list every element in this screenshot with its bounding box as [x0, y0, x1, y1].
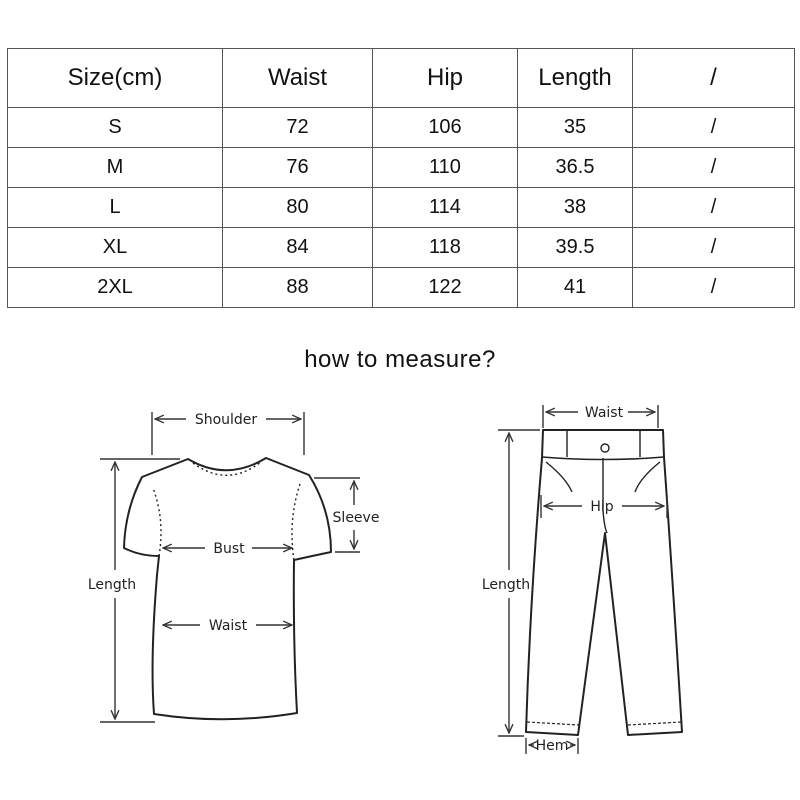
shoulder-label: Shoulder — [194, 412, 258, 428]
cell-extra: / — [633, 268, 795, 308]
cell-size: S — [8, 108, 223, 148]
cell-waist: 80 — [223, 188, 373, 228]
cell-hip: 110 — [373, 148, 518, 188]
pants-hem-label: Hem — [535, 738, 569, 754]
tshirt-outline — [124, 458, 331, 719]
pants-fly — [603, 458, 607, 533]
cell-extra: / — [633, 188, 795, 228]
shirt-length-label: Length — [87, 577, 137, 593]
pants-hem-right — [628, 722, 681, 725]
cell-length: 38 — [518, 188, 633, 228]
shirt-waist-label: Waist — [208, 618, 248, 634]
cell-size: M — [8, 148, 223, 188]
pants-length-label: Length — [481, 577, 531, 593]
tshirt-measure-lines — [100, 412, 360, 722]
cell-extra: / — [633, 148, 795, 188]
header-extra: / — [633, 49, 795, 108]
header-hip: Hip — [373, 49, 518, 108]
header-length: Length — [518, 49, 633, 108]
cell-length: 39.5 — [518, 228, 633, 268]
pants-outline — [526, 430, 682, 735]
pants-button — [601, 444, 609, 452]
cell-hip: 114 — [373, 188, 518, 228]
cell-extra: / — [633, 228, 795, 268]
cell-size: XL — [8, 228, 223, 268]
tshirt-armhole-left — [153, 488, 161, 556]
cell-length: 36.5 — [518, 148, 633, 188]
pants-waist-label: Waist — [584, 405, 624, 421]
cell-hip: 122 — [373, 268, 518, 308]
pants-pocket-right — [635, 462, 660, 492]
cell-length: 41 — [518, 268, 633, 308]
pants-hip-label: Hip — [590, 499, 614, 515]
header-size: Size(cm) — [8, 49, 223, 108]
cell-waist: 72 — [223, 108, 373, 148]
pants-pocket-left — [546, 462, 572, 492]
cell-hip: 106 — [373, 108, 518, 148]
cell-extra: / — [633, 108, 795, 148]
tshirt-armhole-right — [292, 484, 300, 560]
cell-size: 2XL — [8, 268, 223, 308]
cell-waist: 84 — [223, 228, 373, 268]
cell-waist: 88 — [223, 268, 373, 308]
tshirt-diagram — [124, 458, 331, 719]
sleeve-label: Sleeve — [332, 510, 380, 526]
cell-hip: 118 — [373, 228, 518, 268]
pants-hem-left — [527, 722, 579, 725]
tshirt-collar-stitch — [193, 462, 261, 475]
bust-label: Bust — [213, 541, 245, 557]
pants-diagram — [526, 430, 682, 735]
header-waist: Waist — [223, 49, 373, 108]
cell-waist: 76 — [223, 148, 373, 188]
cell-length: 35 — [518, 108, 633, 148]
how-to-measure-title: how to measure? — [304, 346, 496, 373]
cell-size: L — [8, 188, 223, 228]
